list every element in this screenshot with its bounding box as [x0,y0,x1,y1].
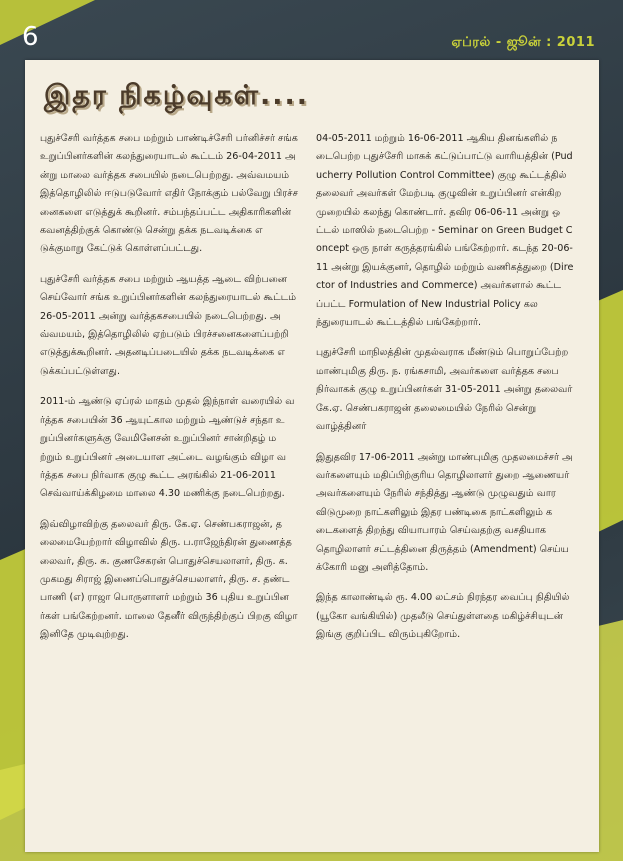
paragraph: புதுச்சேரி வர்த்தக சபை மற்றும் ஆயத்த ஆடை விற்பனை செய்வோர் சங்க உறுப்பினர்களின் கலந்துரையாடல் கூட்டம் 26-05-2011 அன்று வர்த்தகசபையில் நடைபெற்றது. அவ்வமயம், இத்தொழிலில் ஏற்படும் பிரச்சனைகளைப்பற்றி எடுத்துக்கூறினர். அதனடிப்படையில் தக்க நடவடிக்கை எடுக்கப்பட்டுள்ளது. [40,273,297,377]
paragraph: 2011-ம் ஆண்டு ஏப்ரல் மாதம் முதல் இந்நாள் வரையில் வர்த்தக சபையின் 36 ஆயுட்கால மற்றும் ஆண்டுச் சந்தா உறுப்பினர்களுக்கு வேமினேசன் உறுப்பினர் சான்றிதழ் மற்றும் உறுப்பினர் அடையாள அட்டை வழங்கும் விழா வர்த்தக சபை நிர்வாக குழு கூட்ட அரங்கில் 21-06-2011 செவ்வாய்க்கிழமை மாலை 4.30 மணிக்கு நடைபெற்றது. [40,396,295,500]
paragraph: இந்த காலாண்டில் ரூ. 4.00 லட்சம் நிரந்தர வைப்பு நிதியில் (யூகோ வங்கியில்) முதலீடு செய்துள்ளதை மகிழ்ச்சியுடன் இங்கு குறிப்பிட விரும்புகிறோம். [316,592,570,641]
paragraph: இதுதவிர 17-06-2011 அன்று மாண்புமிகு முதலமைச்சர் அவர்களையும் மதிப்பிற்குரிய தொழிலாளர் துறை ஆணையர் அவர்களையும் நேரில் சந்தித்து ஆண்டு முழுவதும் வார விடுமுறை நாட்களிலும் இதர பண்டிகை நாட்களிலும் கடைகளைத் திறந்து வியாபாரம் செய்வதற்கு வசதியாக தொழிலாளர் சட்டத்தினை திருத்தம் (Amendment) செய்யக்கோரி மனு அளித்தோம். [316,451,573,573]
issue-date: ஏப்ரல் - ஜூன் : 2011 [451,35,595,50]
right-column [316,130,574,657]
paragraph: புதுச்சேரி வர்த்தக சபை மற்றும் பாண்டிச்சேரி பர்னிச்சர் சங்க உறுப்பினர்களின் கலந்துரையாடல் கூட்டம் 26-04-2011 அன்று மாலை வர்த்தக சபையில் நடைபெற்றது. அவ்வமயம் இத்தொழிலில் ஈடுபடுவோர் எதிர் நோக்கும் பல்வேறு பிரச்சனைகளை எடுத்துக் கூறினர். சம்பந்தப்பட்ட அதிகாரிகளின் கவனத்திற்குக் கொண்டு சென்று தக்க நடவடிக்கை எடுக்குமாறு கேட்டுக் கொள்ளப்பட்டது. [40,133,298,255]
left-column [40,130,298,657]
paragraph: இவ்விழாவிற்கு தலைவர் திரு. கே.ஏ. செண்பகராஜன், தலைமையேற்றார் விழாவில் திரு. ப.ராஜேந்திரன் துணைத்தலைவர், திரு. சு. குணசேகரன் பொதுச்செயலாளர், திரு. க.முகமது சிராஜ் இணைப்பொதுச்செயலாளர், திரு. ச. தண்டபாணி (எ) ராஜா பொருளாளர் மற்றும் 36 புதிய உறுப்பினர்கள் பங்கேற்றனர். மாலை தேனீர் விருந்திற்குப் பிறகு விழா இனிதே முடிவுற்றது. [40,518,298,641]
page-number: 6 [22,22,39,52]
paragraph: 04-05-2011 மற்றும் 16-06-2011 ஆகிய தினங்களில் நடைபெற்ற புதுச்சேரி மாசுக் கட்டுப்பாட்டு வாரியத்தின் (Puducherry Pollution Control Committee) குழு கூட்டத்தில் தலைவர் அவர்கள் மேற்படி குழுவின் உறுப்பினர் என்கிற முறையில் கலந்து கொண்டார். தவிர 06-06-11 அன்று ஒட்டல் மாஸில் நடைபெற்ற - Seminar on Green Budget Concept ஒரு நாள் கருத்தரங்கில் பங்கேற்றார். கடந்த 20-06-11 அன்று இயக்குனர், தொழில் மற்றும் வணிகத்துறை (Director of Industries and Commerce) அவர்களால் கூட்டப்பட்ட Formulation of New Industrial Policy கலந்துரையாடல் கூட்டத்தில் பங்கேற்றார். [316,133,574,329]
paragraph: புதுச்சேரி மாநிலத்தின் முதல்வராக மீண்டும் பொறுப்பேற்ற மாண்புமிகு திரு. ந. ரங்கசாமி, அவர்களை வர்த்தக சபை நிர்வாகக் குழு உறுப்பினர்கள் 31-05-2011 அன்று தலைவர் கே.ஏ. செண்பகராஜன் தலைமையில் நேரில் சென்று வாழ்த்தினர் [316,347,573,433]
article-title: இதர நிகழ்வுகள்.... [44,80,310,111]
